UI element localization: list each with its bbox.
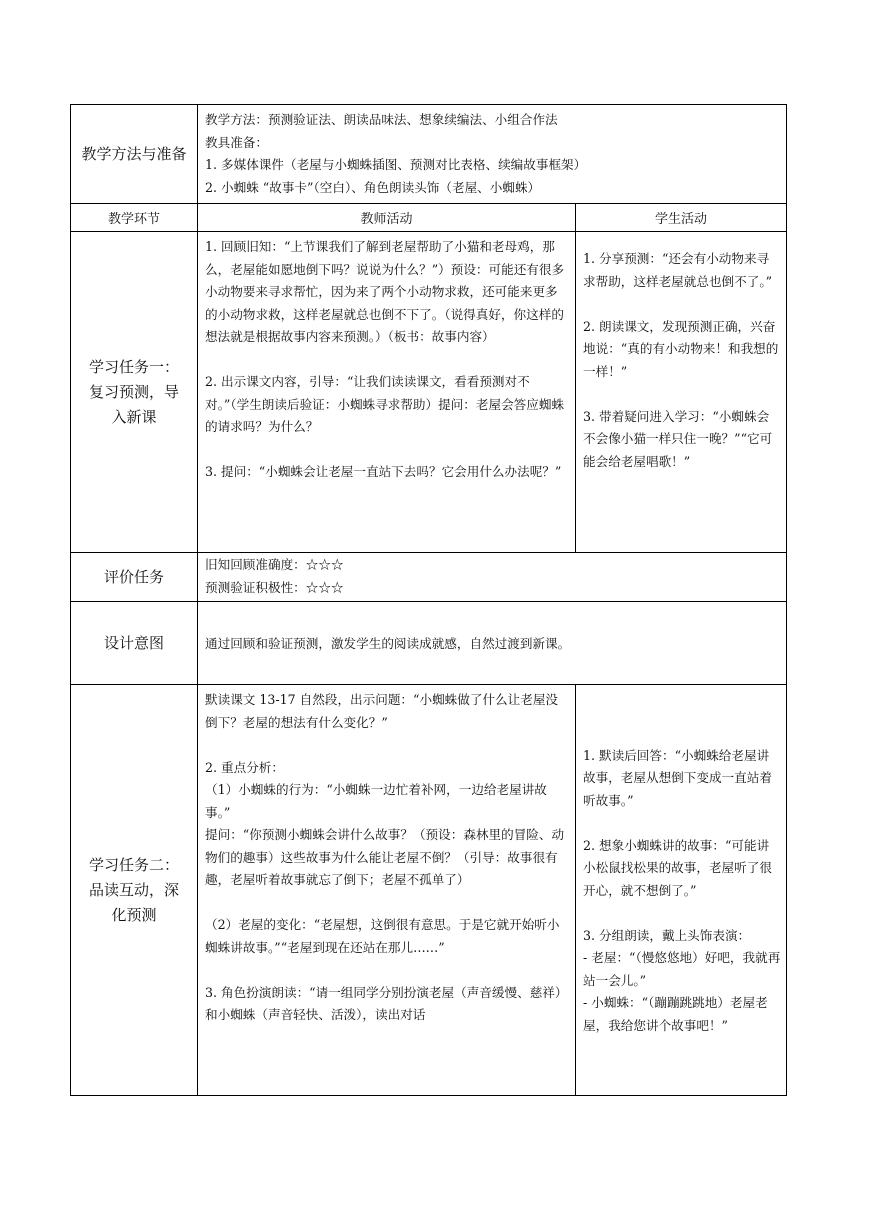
methods-content [198, 105, 787, 204]
evaluation-row [71, 553, 787, 602]
task2-teacher-p6: 3. 角色扮演朗读：“请一组同学分别扮演老屋（声音缓慢、慈祥）和小蜘蛛（声音轻快、活泼），读出对话 [205, 984, 568, 1022]
task2-teacher-p2: 2. 重点分析： [205, 759, 284, 775]
task1-teacher-p2: 2. 出示课文内容，引导：“让我们读读课文，看看预测对不对。”（学生朗读后验证：小蜘蛛寻求帮助）提问：老屋会答应蜘蛛的请求吗？为什么？ [205, 374, 565, 434]
task1-student-p1: 1. 分享预测：“还会有小动物来寻求帮助，这样老屋就总也倒不了。” [583, 251, 773, 289]
design-content [198, 602, 787, 685]
methods-label: 教学方法与准备 [71, 105, 198, 204]
task2-student-p4: - 老屋：“（慢悠悠地）好吧，我就再站一会儿。” [583, 950, 781, 988]
task2-teacher-p3: （1）小蜘蛛的行为：“小蜘蛛一边忙着补网，一边给老屋讲故事。” [205, 782, 547, 820]
header-stage: 教学环节 [71, 204, 198, 232]
task1-row [71, 232, 787, 553]
evaluation-content [198, 553, 787, 602]
task2-teacher-p1: 默读课文 13-17 自然段，出示问题：“小蜘蛛做了什么让老屋没倒下？老屋的想法有什么变化？” [205, 692, 559, 730]
task2-student-p3: 3. 分组朗读，戴上头饰表演： [583, 927, 751, 943]
methods-line: 2. 小蜘蛛 “故事卡”（空白）、角色朗读头饰（老屋、小蜘蛛） [205, 179, 541, 195]
task2-student [576, 685, 787, 1096]
lesson-plan-table [70, 104, 787, 1096]
task1-label: 学习任务一：复习预测，导入新课 [71, 232, 198, 553]
task2-row [71, 685, 787, 1096]
design-row [71, 602, 787, 685]
header-student: 学生活动 [576, 204, 787, 232]
task1-student-p2: 2. 朗读课文，发现预测正确，兴奋地说：“真的有小动物来！和我想的一样！” [583, 318, 779, 379]
methods-line: 教学方法：预测验证法、朗读品味法、想象续编法、小组合作法 [205, 112, 558, 127]
header-teacher: 教师活动 [198, 204, 576, 232]
task2-teacher-p5: （2）老屋的变化：“老屋想，这倒很有意思。于是它就开始听小蜘蛛讲故事。”“老屋到现在还站在那儿……” [205, 917, 560, 955]
header-row [71, 204, 787, 232]
task2-student-p2: 2. 想象小蜘蛛讲的故事：“可能讲小松鼠找松果的故事，老屋听了很开心，就不想倒了。” [583, 837, 772, 898]
task2-student-p1: 1. 默读后回答：“小蜘蛛给老屋讲故事，老屋从想倒下变成一直站着听故事。” [583, 747, 772, 808]
task2-teacher [198, 685, 576, 1096]
task2-teacher-p4: 提问：“你预测小蜘蛛会讲什么故事？（预设：森林里的冒险、动物们的趣事）这些故事为什么能让老屋不倒？（引导：故事很有趣，老屋听着故事就忘了倒下；老屋不孤单了） [205, 827, 565, 887]
methods-line: 1. 多媒体课件（老屋与小蜘蛛插图、预测对比表格、续编故事框架） [205, 157, 587, 172]
task1-teacher-p1: 1. 回顾旧知：“上节课我们了解到老屋帮助了小猫和老母鸡，那么，老屋能如愿地倒下吗？说说为什么？”）预设：可能还有很多小动物要来寻求帮忙，因为来了两个小动物求救，还可能来更多的小动物求救，这样老屋就总也倒不下了。（说得真好，你这样的想法就是根据故事内容来预测。）（板书：故事内容） [205, 239, 565, 344]
methods-line: 教具准备： [205, 134, 268, 150]
task2-student-p5: - 小蜘蛛：“（蹦蹦跳跳地）老屋老屋，我给您讲个故事吧！” [583, 995, 768, 1033]
task1-teacher-p3: 3. 提问：“小蜘蛛会让老屋一直站下去吗？它会用什么办法呢？” [205, 464, 562, 479]
design-text: 通过回顾和验证预测，激发学生的阅读成就感，自然过渡到新课。 [205, 635, 571, 651]
design-label: 设计意图 [71, 602, 198, 685]
evaluation-line: 预测验证积极性：☆☆☆ [205, 579, 344, 595]
methods-row [71, 105, 787, 204]
evaluation-label: 评价任务 [71, 553, 198, 602]
task1-student-p3: 3. 带着疑问进入学习：“小蜘蛛会不会像小猫一样只住一晚？”“它可能会给老屋唱歌！” [583, 408, 773, 469]
task2-label: 学习任务二：品读互动，深化预测 [71, 685, 198, 1096]
evaluation-line: 旧知回顾准确度：☆☆☆ [205, 557, 344, 572]
task1-student [576, 232, 787, 553]
task1-teacher [198, 232, 576, 553]
